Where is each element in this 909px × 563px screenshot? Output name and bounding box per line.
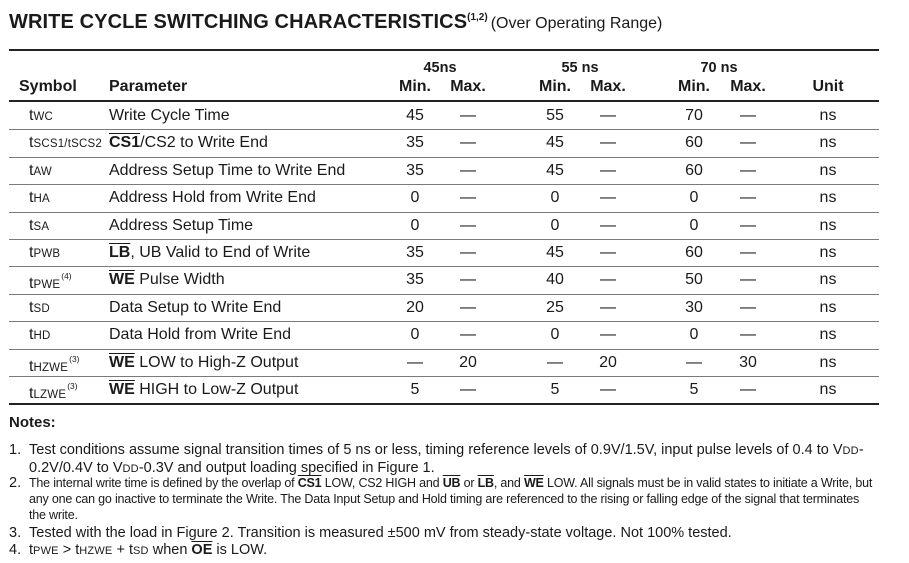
max-45-cell: 20 (459, 354, 477, 371)
note-text: Test conditions assume signal transition times of 5 ns or less, timing reference levels of 0.9V/1.5V, input pulse levels of 0.4 to VDD-0.2V/0.4V to VDD-0.3V and output loading specified in Figure 1. (29, 442, 864, 476)
parameter-cell: $\overline{WE}$ HIGH to Low-Z Output (109, 381, 299, 398)
max-55-cell: 20 (599, 354, 617, 371)
header-speed-45: 45ns (423, 60, 457, 76)
header-min-45: Min. (399, 78, 431, 95)
max-45-cell: — (460, 326, 476, 343)
max-70-cell: — (740, 162, 756, 179)
symbol-cell: tSD (29, 299, 50, 316)
top-rule (9, 49, 879, 51)
min-70-cell: 5 (689, 381, 699, 398)
max-55-cell: — (600, 162, 616, 179)
max-45-cell: — (460, 162, 476, 179)
unit-cell: ns (819, 107, 837, 124)
header-speed-70: 70 ns (700, 60, 738, 76)
min-45-cell: 45 (406, 107, 424, 124)
symbol-cell: tPWB (29, 244, 61, 261)
max-55-cell: — (600, 134, 616, 151)
max-55-cell: — (600, 299, 616, 316)
max-70-cell: — (740, 134, 756, 151)
symbol-cell: tLZWE$^{(3)}$ (29, 381, 78, 402)
parameter-cell: CS1/CS2 to Write End (109, 134, 268, 151)
min-55-cell: 40 (546, 271, 564, 288)
note-2 (9, 475, 879, 523)
parameter-cell: Data Hold from Write End (109, 326, 291, 343)
min-45-cell: 0 (410, 189, 420, 206)
min-70-cell: 0 (689, 189, 699, 206)
min-45-cell: — (407, 354, 423, 371)
min-70-cell: 50 (685, 271, 703, 288)
header-speed-55: 55 ns (561, 60, 599, 76)
notes-title: Notes: (9, 414, 56, 431)
symbol-cell: tAW (29, 162, 52, 179)
min-45-cell: 35 (406, 162, 424, 179)
note-3 (9, 525, 879, 542)
max-45-cell: — (460, 244, 476, 261)
min-70-cell: 60 (685, 134, 703, 151)
min-45-cell: 0 (410, 217, 420, 234)
note-number: 3. (9, 525, 22, 541)
note-text: tPWE > tHZWE + tSD when $\overline{OE}$ is LOW. (29, 542, 268, 558)
note-number: 1. (9, 442, 22, 458)
max-45-cell: — (460, 381, 476, 398)
min-70-cell: 70 (685, 107, 703, 124)
page-title (9, 11, 662, 34)
min-55-cell: 45 (546, 244, 564, 261)
unit-cell: ns (819, 354, 837, 371)
parameter-cell: Data Setup to Write End (109, 299, 282, 316)
min-55-cell: 0 (550, 217, 560, 234)
unit-cell: ns (819, 326, 837, 343)
parameter-cell: Address Hold from Write End (109, 189, 316, 206)
min-55-cell: 25 (546, 299, 564, 316)
min-45-cell: 35 (406, 271, 424, 288)
note-text: Tested with the load in Figure 2. Transition is measured ±500 mV from steady-state voltage. Not 100% tested. (29, 525, 732, 541)
max-45-cell: — (460, 189, 476, 206)
min-70-cell: — (686, 354, 702, 371)
min-70-cell: 0 (689, 326, 699, 343)
min-55-cell: 0 (550, 326, 560, 343)
min-70-cell: 60 (685, 244, 703, 261)
min-70-cell: 30 (685, 299, 703, 316)
max-45-cell: — (460, 107, 476, 124)
header-min-70: Min. (678, 78, 710, 95)
min-45-cell: 5 (410, 381, 420, 398)
min-55-cell: 45 (546, 162, 564, 179)
symbol-cell: tHZWE$^{(3)}$ (29, 354, 80, 375)
max-55-cell: — (600, 217, 616, 234)
symbol-cell: tSA (29, 217, 50, 234)
min-70-cell: 60 (685, 162, 703, 179)
max-70-cell: — (740, 326, 756, 343)
max-45-cell: — (460, 271, 476, 288)
parameter-cell: $\overline{LB}$, UB Valid to End of Write (109, 244, 311, 261)
max-55-cell: — (600, 189, 616, 206)
note-4 (9, 542, 879, 560)
symbol-cell: tSCS1/tSCS2 (29, 134, 102, 151)
parameter-cell: Write Cycle Time (109, 107, 230, 124)
max-55-cell: — (600, 326, 616, 343)
min-45-cell: 20 (406, 299, 424, 316)
min-55-cell: 45 (546, 134, 564, 151)
unit-cell: ns (819, 217, 837, 234)
note-1 (9, 442, 879, 478)
header-parameter: Parameter (109, 78, 188, 95)
min-45-cell: 35 (406, 244, 424, 261)
min-45-cell: 35 (406, 134, 424, 151)
header-min-55: Min. (539, 78, 571, 95)
min-55-cell: 0 (550, 189, 560, 206)
parameter-cell: Address Setup Time (109, 217, 254, 234)
min-45-cell: 0 (410, 326, 420, 343)
title-range: (Over Operating Range) (490, 15, 663, 32)
max-70-cell: — (740, 217, 756, 234)
min-55-cell: 55 (546, 107, 564, 124)
parameter-cell: Address Setup Time to Write End (109, 162, 346, 179)
title-main: WRITE CYCLE SWITCHING CHARACTERISTICS (9, 11, 468, 33)
max-55-cell: — (600, 244, 616, 261)
header-max-70: Max. (730, 78, 766, 95)
symbol-cell: tPWE$^{(4)}$ (29, 271, 72, 292)
min-55-cell: — (547, 354, 563, 371)
parameter-cell: $\overline{WE}$ Pulse Width (109, 271, 225, 288)
unit-cell: ns (819, 271, 837, 288)
header-unit: Unit (812, 78, 844, 95)
header-symbol: Symbol (19, 78, 77, 95)
bottom-rule (9, 403, 879, 405)
symbol-cell: tWC (29, 107, 54, 124)
unit-cell: ns (819, 189, 837, 206)
unit-cell: ns (819, 134, 837, 151)
unit-cell: ns (819, 299, 837, 316)
title-footnote-ref: (1,2) (467, 11, 488, 23)
max-45-cell: — (460, 134, 476, 151)
note-number: 2. (9, 475, 22, 491)
max-55-cell: — (600, 107, 616, 124)
unit-cell: ns (819, 381, 837, 398)
header-max-55: Max. (590, 78, 626, 95)
max-55-cell: — (600, 381, 616, 398)
header-max-45: Max. (450, 78, 486, 95)
max-70-cell: — (740, 107, 756, 124)
max-70-cell: — (740, 299, 756, 316)
min-70-cell: 0 (689, 217, 699, 234)
min-55-cell: 5 (550, 381, 560, 398)
note-number: 4. (9, 542, 22, 558)
max-45-cell: — (460, 217, 476, 234)
unit-cell: ns (819, 162, 837, 179)
max-70-cell: — (740, 189, 756, 206)
max-70-cell: 30 (739, 354, 757, 371)
symbol-cell: tHA (29, 189, 50, 206)
symbol-cell: tHD (29, 326, 51, 343)
max-45-cell: — (460, 299, 476, 316)
max-55-cell: — (600, 271, 616, 288)
max-70-cell: — (740, 244, 756, 261)
max-70-cell: — (740, 271, 756, 288)
note-text: The internal write time is defined by the overlap of CS1 LOW, CS2 HIGH and $\overline{UB}$ or $\overline{LB}$, and $\overline{WE}$ LOW. All signals must be in valid states to initiate a Write, but any one can go inactive to terminate the Write. The Data Input Setup and Hold timing are referenced to the rising or falling edge of the signal that terminates the write. (29, 476, 873, 522)
unit-cell: ns (819, 244, 837, 261)
parameter-cell: $\overline{WE}$ LOW to High-Z Output (109, 354, 299, 371)
max-70-cell: — (740, 381, 756, 398)
